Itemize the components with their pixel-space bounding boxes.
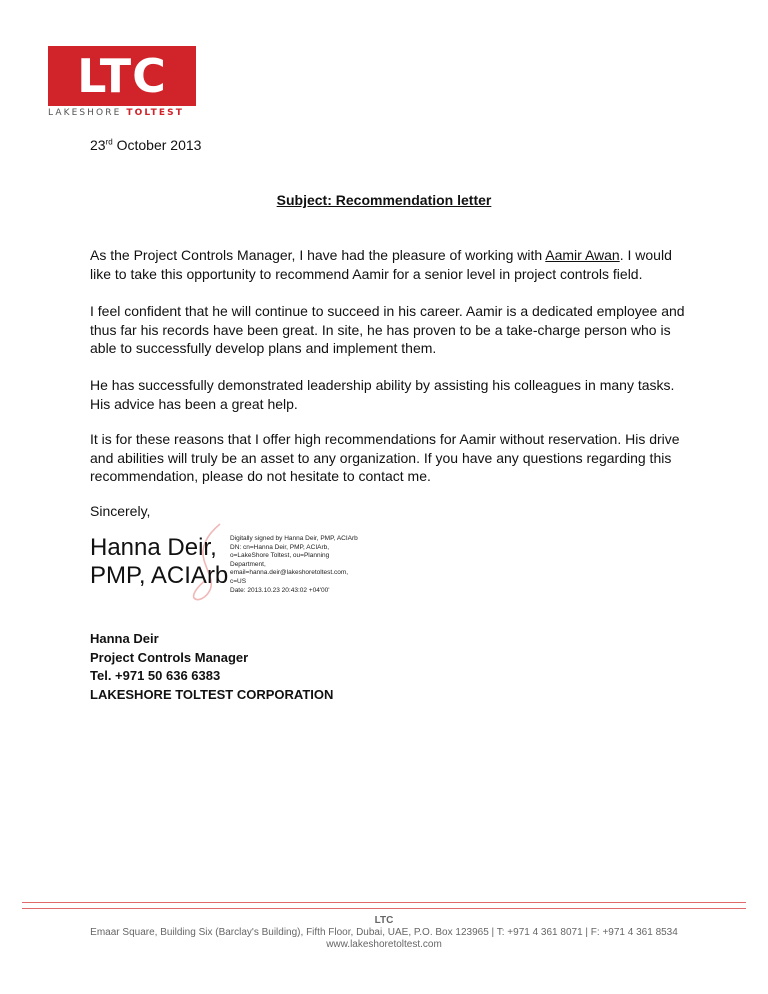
para1-after: . I would like to take this opportunity to recommend Aamir for a senior level in project controls field. xyxy=(90,247,672,282)
signer-title: Project Controls Manager xyxy=(90,649,249,665)
signature-detail-line: Department, xyxy=(230,560,266,568)
letter-date xyxy=(90,136,201,155)
signer-company: LAKESHORE TOLTEST CORPORATION xyxy=(90,686,334,702)
footer-address: Emaar Square, Building Six (Barclay's Building), Fifth Floor, Dubai, UAE, P.O. Box 123965 | T: +971 4 361 8071 | F: +971 4 361 8534 xyxy=(90,927,678,938)
paragraph-1 xyxy=(90,246,690,283)
footer-title: LTC xyxy=(374,915,394,926)
footer-divider-top xyxy=(22,902,746,903)
paragraph-4: It is for these reasons that I offer high recommendations for Aamir without reservation. His drive and abilities will truly be an asset to any organization. If you have any questions regarding this recommendation, please do not hesitate to contact me. xyxy=(90,431,680,484)
letter-subject: Subject: Recommendation letter xyxy=(276,192,492,208)
paragraph-3: He has successfully demonstrated leadership ability by assisting his colleagues in many tasks. His advice has been a great help. xyxy=(90,377,675,412)
logo-subtitle xyxy=(48,108,184,118)
digital-signature-details xyxy=(230,535,370,595)
signature-detail-line: Date: 2013.10.23 20:43:02 +04'00' xyxy=(230,586,330,594)
signer-phone: Tel. +971 50 636 6383 xyxy=(90,668,221,683)
signature-line-1: Hanna Deir, xyxy=(90,534,217,561)
date-rest: October 2013 xyxy=(112,137,202,153)
para1-name: Aamir Awan xyxy=(545,247,620,263)
paragraph-2: I feel confident that he will continue to succeed in his career. Aamir is a dedicated employee and thus far his records have been great. In site, he has proven to be a take-charge person who is able to successfully develop plans and implement them. xyxy=(90,303,685,356)
para1-before: As the Project Controls Manager, I have had the pleasure of working with xyxy=(90,247,546,263)
signature-detail-line: DN: cn=Hanna Deir, PMP, ACIArb, xyxy=(230,543,330,551)
date-suffix: rd xyxy=(105,137,113,147)
footer-block xyxy=(0,915,768,951)
date-day: 23 xyxy=(90,137,106,153)
footer-website[interactable]: www.lakeshoretoltest.com xyxy=(326,939,442,950)
signer-name: Hanna Deir xyxy=(90,631,159,646)
company-logo xyxy=(48,46,196,106)
signature-detail-line: Digitally signed by Hanna Deir, PMP, ACIArb xyxy=(230,535,358,542)
signature-line-2: PMP, ACIArb xyxy=(90,562,229,589)
logo-mark: LTC xyxy=(77,49,167,103)
logo-subtitle-part2: TOLTEST xyxy=(126,108,184,118)
signature-detail-line: c=US xyxy=(230,577,247,585)
signer-block xyxy=(90,630,333,704)
signature-detail-line: email=hanna.deir@lakeshoretoltest.com, xyxy=(230,569,349,577)
digital-signature-name[interactable] xyxy=(90,534,228,590)
footer-divider-bottom xyxy=(22,908,746,909)
closing: Sincerely, xyxy=(90,503,151,519)
logo-subtitle-part1: LAKESHORE xyxy=(48,108,122,118)
signature-detail-line: o=LakeShore Toltest, ou=Planning xyxy=(230,552,330,560)
